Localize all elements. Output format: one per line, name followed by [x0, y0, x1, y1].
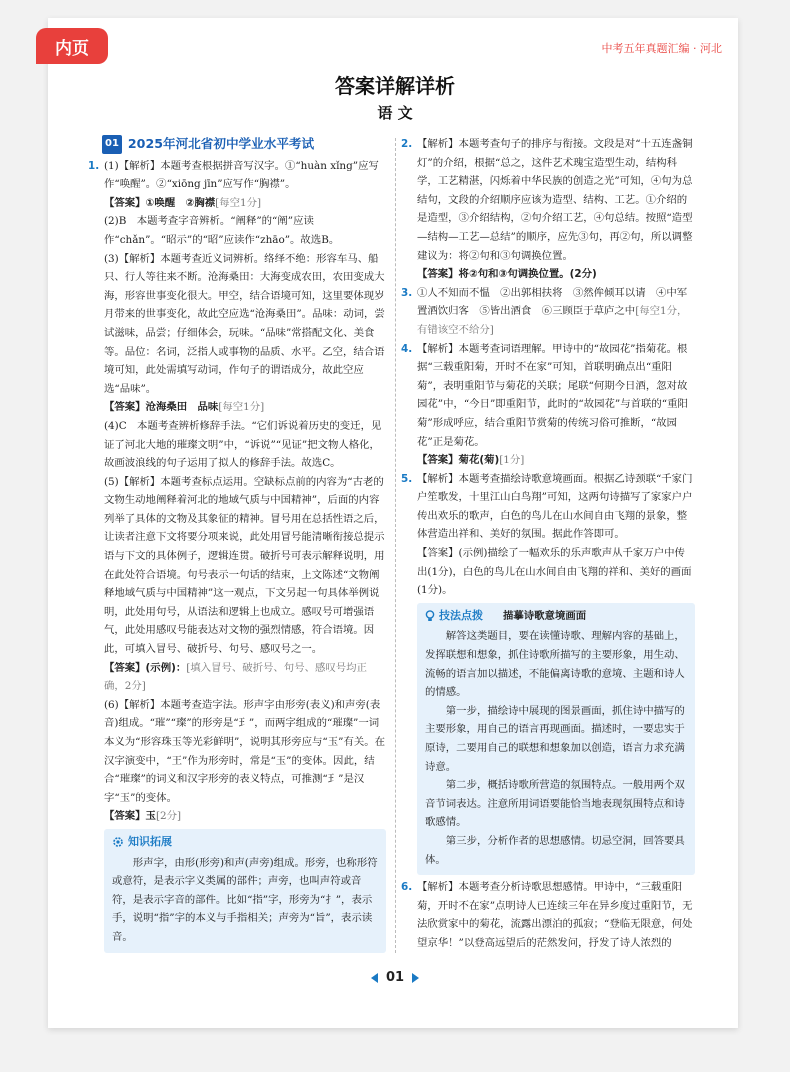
- page-number: 01: [385, 970, 405, 985]
- q1-part1: (1)【解析】本题考查根据拼音写汉字。①“huàn xǐng”应写作“唤醒”。②“xiōng jīn”应写作“胸襟”。: [104, 159, 379, 191]
- q1-part3-answer: 【答案】沧海桑田 品味[每空1分]: [104, 401, 265, 414]
- q1-part2: (2)B 本题考查字音辨析。“阐释”的“阐”应读作“chǎn”。“昭示”的“昭”应读作“zhāo”。故选B。: [104, 215, 340, 246]
- knowledge-heading: 知识拓展: [112, 833, 378, 852]
- tip-title: 描摹诗歌意境画面: [503, 609, 587, 622]
- q2-analysis: 【解析】本题考查句子的排序与衔接。文段是对“十五连盏铜灯”的介绍，根据“总之，这件艺术瑰宝造型生动，结构科学，工艺精湛，闪烁着中华民族的创造之光”可知，④句为总结句，文段的介绍顺序应该为造型、结构、工艺。①介绍的是造型，③介绍结构，②句介绍工艺，④句总结。按照“造型—结构—工艺—总结”的顺序，应先③句，再②句，所以调整建议为：将②句和③句调换位置。: [417, 138, 693, 262]
- q1-part5-answer: 【答案】(示例)：[填入冒号、破折号、句号、感叹号均正确，2分]: [104, 661, 367, 693]
- tip-heading: 技法点拨 描摹诗歌意境画面: [425, 607, 687, 626]
- lightbulb-icon: [425, 610, 435, 622]
- q3-answer: ①人不知而不愠 ②出郭相扶将 ③然侔倾耳以请 ④中军置酒饮归客 ⑤皆出酒食 ⑥三顾臣于草庐之中[每空1分，有错该空不给分]: [417, 286, 688, 336]
- next-page-icon[interactable]: [412, 973, 419, 983]
- q5-analysis: 【解析】本题考查描绘诗歌意境画面。根据乙诗颈联“千家门户笙歌发，十里江山白鸟翔”可知，这两句诗描写了家家户户传出欢乐的歌声，白色的鸟儿在山水间自由飞翔的景象，整体营造出祥和、美好的氛围。据此作答即可。: [417, 472, 693, 541]
- column-divider: [395, 138, 396, 953]
- q4-answer: 【答案】菊花(菊)[1分]: [417, 454, 525, 467]
- tip-paragraph: 解答这类题目，要在读懂诗歌、理解内容的基础上，发挥联想和想象，抓住诗歌所描写的主要形象，用生动、流畅的语言加以描述，不能偏离诗歌的意境、主题和诗人的情感。: [425, 630, 685, 699]
- tip-paragraph: 第三步，分析作者的思想感情。切忌空洞，回答要具体。: [425, 834, 685, 866]
- tip-paragraph: 第二步，概括诗歌所营造的氛围特点。一般用两个双音节词表达。注意所用词语要能恰当地表现氛围特点和诗歌感情。: [425, 779, 685, 829]
- knowledge-box: [104, 829, 386, 953]
- question-number: 1.: [88, 159, 100, 172]
- q1-part3: (3)【解析】本题考查近义词辨析。络绎不绝：形容车马、船只、行人等往来不断。沧海桑田：大海变成农田，农田变成大海，形容世事变化很大。甲空，结合语境可知，这里要体现岁月带来的世事变化，故此空应选“沧海桑田”。品味：动词，尝试滋味，品尝；仔细体会，玩味。“品味”常搭配文化、美食等。品位：名词，泛指人或事物的品质、水平。乙空，结合语境可知，此处需填写动词，作句子的谓语成分，故此空应选“品味”。: [104, 252, 385, 395]
- question-number: 6.: [401, 881, 413, 894]
- prev-page-icon[interactable]: [371, 973, 378, 983]
- q1-part4: (4)C 本题考查辨析修辞手法。“它们诉说着历史的变迁，见证了河北大地的璀璨文明”中，“诉说”“见证”把文物人格化，故画波浪线的句子运用了拟人的修辞手法。故选C。: [104, 419, 382, 470]
- question-number: 5.: [401, 472, 413, 485]
- question-6: [403, 878, 695, 952]
- inner-page-badge: 内页: [36, 28, 108, 64]
- q1-part6: (6)【解析】本题考查造字法。形声字由形旁(表义)和声旁(表音)组成。“璀”“璨”的形旁是“⺩”，而两字组成的“璀璨”一词本义为“形容珠玉等光彩鲜明”，说明其形旁应与“玉”有关。在汉字演变中，“王”作为形旁时，常是“玉”的变体。因此，结合“璀璨”的词义和汉字形旁的表义特点，可推测“⺩”是汉字“玉”的变体。: [104, 698, 386, 804]
- q6-analysis: 【解析】本题考查分析诗歌思想感情。甲诗中，“三载重阳菊，开时不在家”点明诗人已连续三年在异乡度过重阳节，无法欣赏家中的菊花，流露出漂泊的孤寂；“登临无限意，何处望京华！”以登高远望后的茫然发问，抒发了诗人浓烈的: [417, 881, 693, 949]
- tip-box: [417, 603, 695, 875]
- q1-part1-answer: 【答案】①唤醒 ②胸襟[每空1分]: [104, 196, 262, 209]
- q1-part6-answer: 【答案】玉[2分]: [104, 810, 182, 823]
- question-4: [403, 340, 695, 470]
- question-5: [403, 470, 695, 600]
- question-number: 2.: [401, 138, 413, 150]
- right-column: [403, 135, 695, 953]
- knowledge-text: 形声字，由形(形旁)和声(声旁)组成。形旁，也称形符或意符，是表示字义类属的部件；声旁，也叫声符或音符，是表示字音的部件。比如“指”字，形旁为“扌”，表示手，说明“指”字的本义与手指相关；声旁为“旨”，表示读音。: [112, 856, 378, 943]
- tip-paragraph: 第一步，描绘诗中展现的图景画面，抓住诗中描写的主要形象，用自己的语言再现画面。描述时，一要忠实于原诗，二要用自己的联想和想象加以创造，语言力求充满诗意。: [425, 704, 685, 773]
- question-number: 3.: [401, 286, 413, 299]
- section-heading: [102, 135, 386, 154]
- left-column: [90, 135, 386, 956]
- series-title: 中考五年真题汇编 · 河北: [601, 42, 722, 55]
- section-number: 01: [102, 135, 122, 154]
- page-title: 答案详解详析: [335, 74, 455, 98]
- q4-analysis: 【解析】本题考查词语理解。甲诗中的“故园花”指菊花。根据“三载重阳菊，开时不在家”可知，首联明确点出“重阳菊”，表明重阳节与菊花的关联；尾联“何期今日酒，忽对故园花”中，“今日”即重阳节，此时的“故园花”与首联的“重阳菊”形成呼应，结合重阳节赏菊的传统习俗可推断，“故园花”正是菊花。: [417, 342, 688, 448]
- q5-answer: 【答案】(示例)描绘了一幅欢乐的乐声歌声从千家万户中传出(1分)，白色的鸟儿在山水间自由飞翔的祥和、美好的画面(1分)。: [417, 547, 692, 597]
- question-3: [403, 284, 695, 340]
- gear-icon: [112, 836, 124, 848]
- page-footer: [0, 970, 790, 985]
- question-1: [90, 157, 386, 826]
- question-number: 4.: [401, 342, 413, 355]
- question-2: [403, 135, 695, 284]
- section-label: 2025年河北省初中学业水平考试: [127, 136, 315, 151]
- subject-title: 语 文: [377, 104, 413, 122]
- q1-part5: (5)【解析】本题考查标点运用。空缺标点前的内容为“古老的文物生动地阐释着河北的地域气质与中国精神”，后面的内容列举了具体的文物及其象征的精神。冒号用在总括性语之后，让读者注意下文将要分项来说，此处用冒号能清晰衔接总提示语与下文的具体例子，逻辑连贯。破折号可表示解释说明，用在此处符合语境。句号表示一句话的结束，上文陈述“文物阐释地域气质与中国精神”这一观点，下文另起一句具体举例说明，此处用句号，从语法和逻辑上也成立。感叹号可增强语气，此处用感叹号能表达对文物的强烈情感，符合语境。因此，可填入冒号、破折号、句号、感叹号之一。: [104, 475, 385, 656]
- q2-answer: 【答案】将②句和③句调换位置。(2分): [417, 268, 597, 281]
